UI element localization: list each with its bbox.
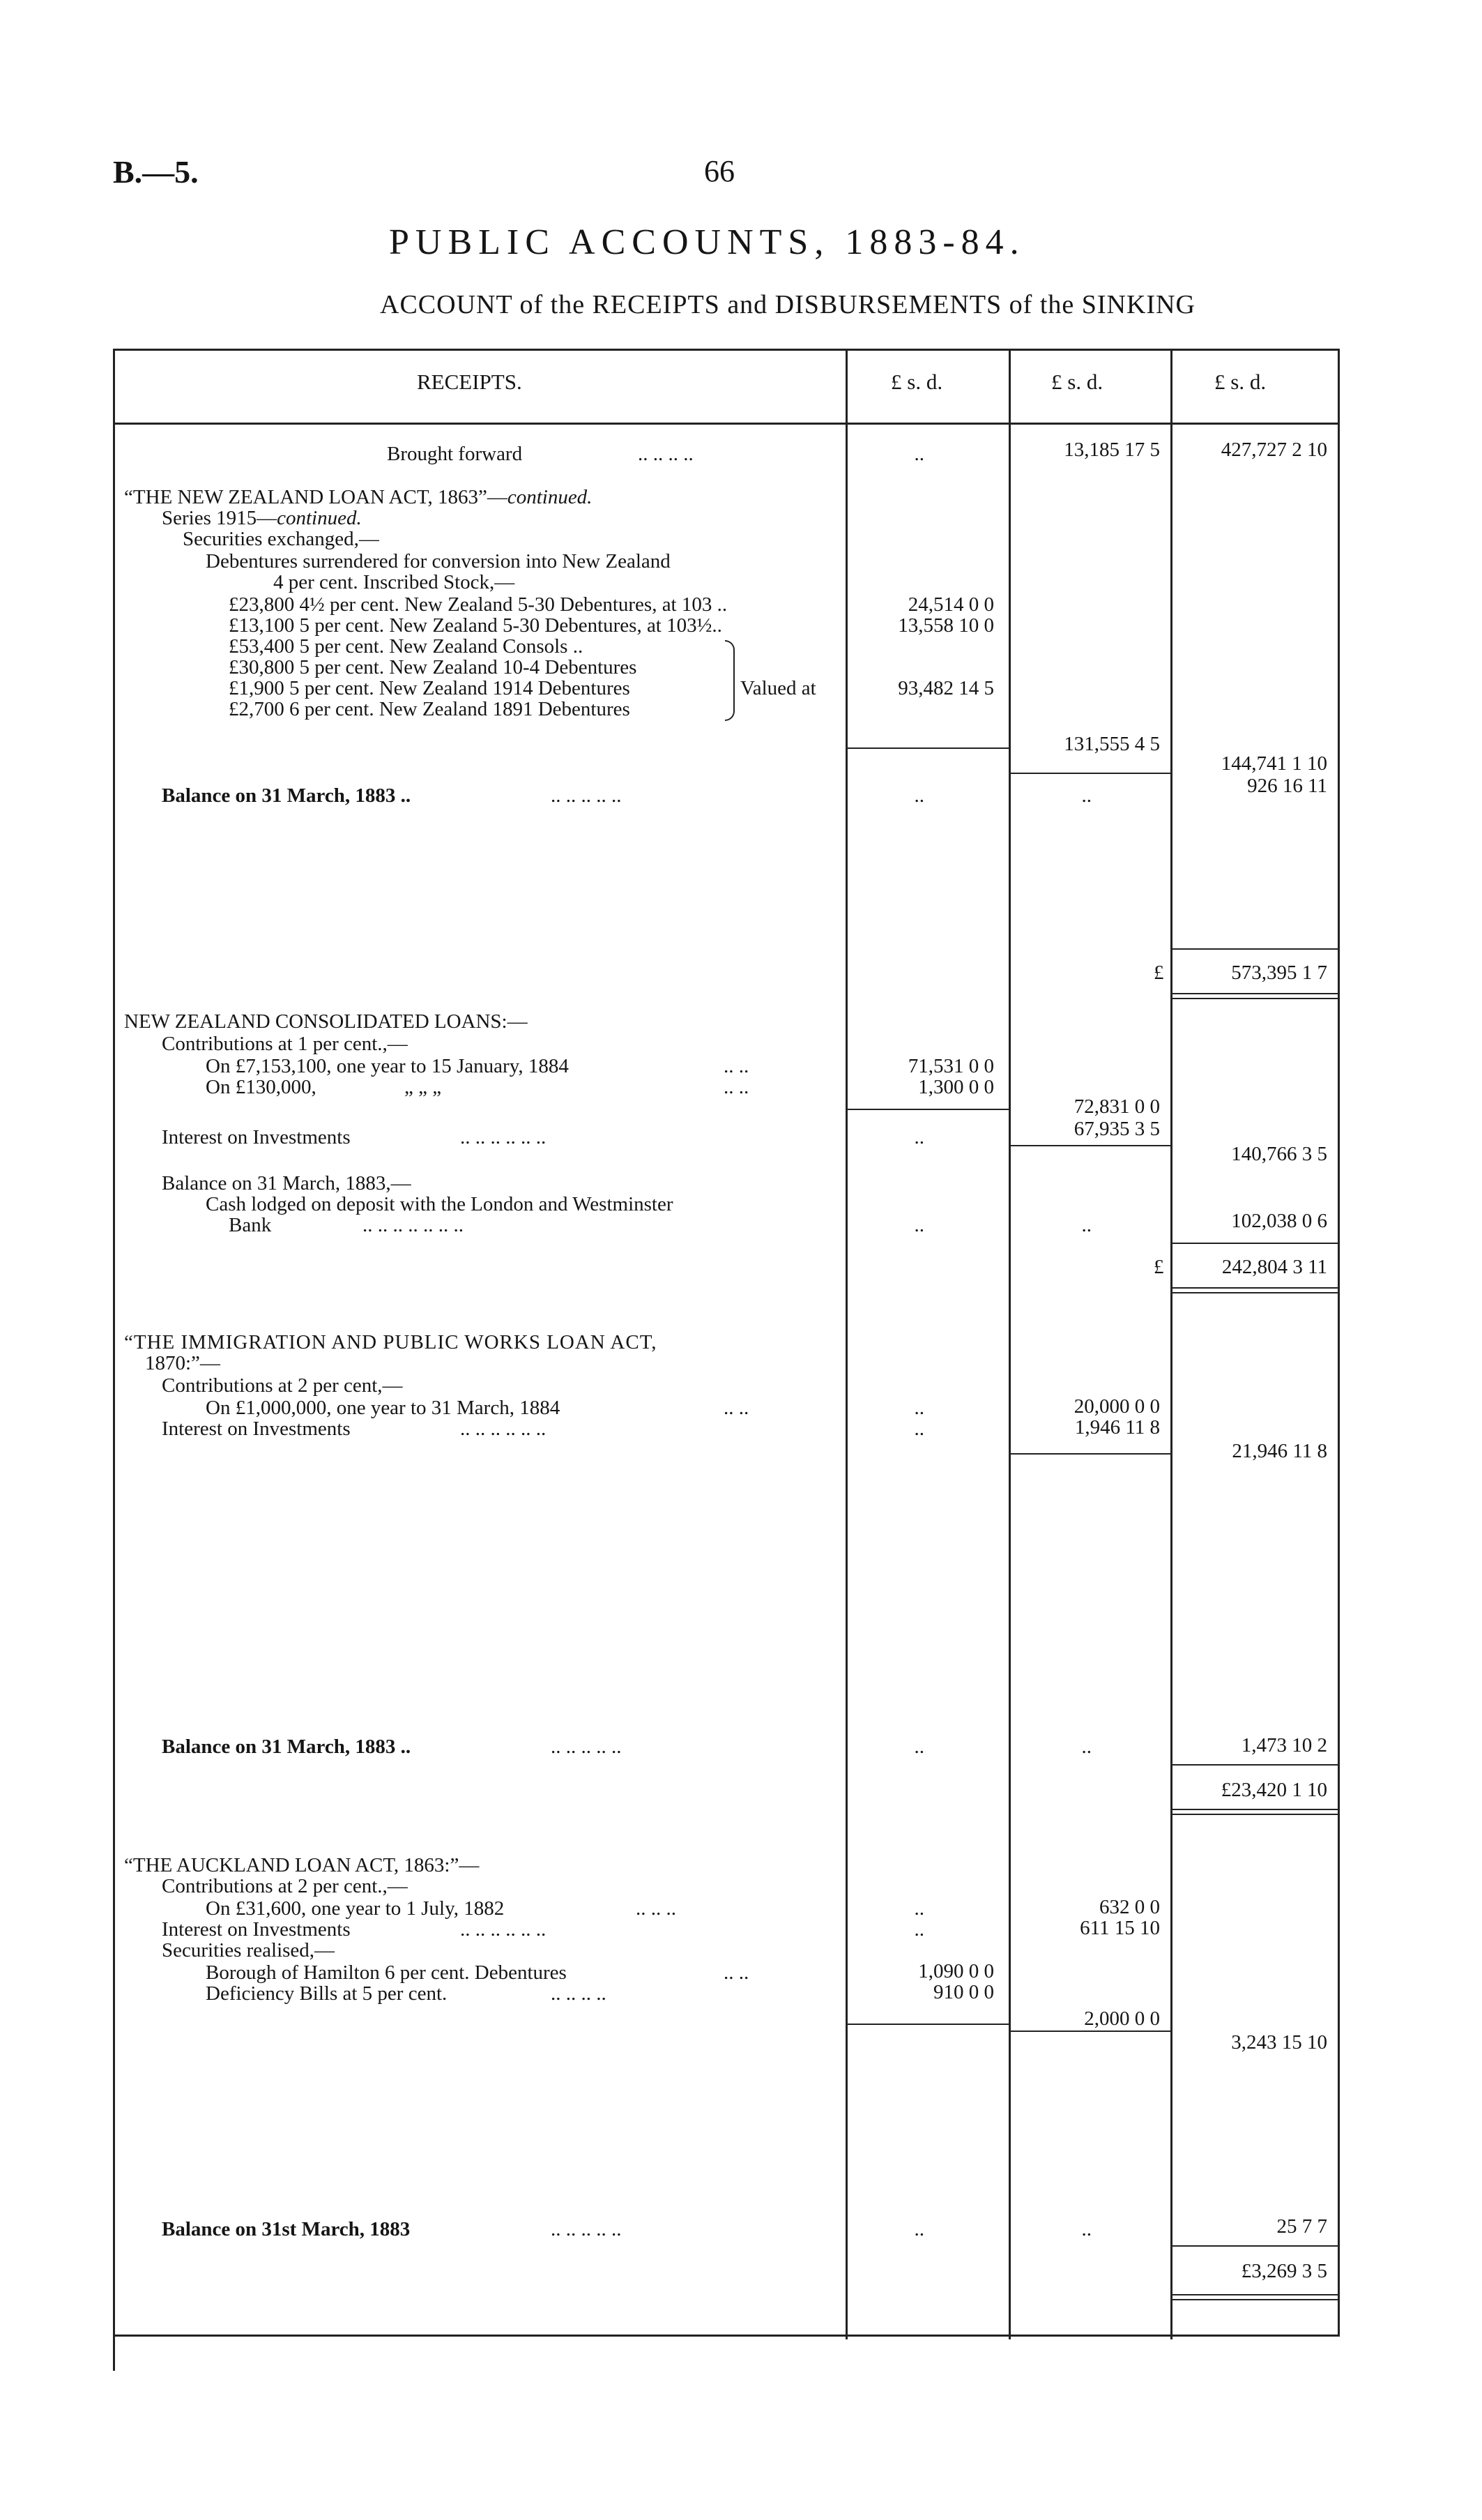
list-item: On £7,153,100, one year to 15 January, 1884 [206,1055,569,1077]
leader-dots: .. .. .. .. .. .. [460,1918,547,1941]
double-rule [1172,1287,1338,1289]
section-heading: “THE IMMIGRATION AND PUBLIC WORKS LOAN ACT, [124,1331,657,1353]
list-item: Interest on Investments [162,1418,351,1440]
amount: 3,243 15 10 [1231,2031,1327,2054]
amount: .. [914,1397,924,1419]
total-rule [1172,1764,1338,1766]
total-rule [1172,948,1338,950]
subtotal-rule [1011,1453,1170,1455]
list-item: On £130,000, [206,1076,316,1098]
amount: 93,482 14 5 [898,677,994,699]
list-item: Cash lodged on deposit with the London and Westminster [206,1193,673,1215]
double-rule [1172,2299,1338,2300]
amount-col2-header: £ s. d. [1051,370,1103,394]
receipts-column-header: RECEIPTS. [417,370,522,394]
amount: .. [914,1897,924,1920]
amount: .. [1081,1736,1092,1758]
leader-dots: .. .. .. .. .. .. [460,1126,547,1148]
section-total: £23,420 1 10 [1221,1779,1327,1801]
amount: 2,000 0 0 [1084,2007,1160,2030]
list-item: Interest on Investments [162,1918,351,1941]
amount: 25 7 7 [1276,2215,1327,2238]
subtotal-rule [1011,773,1170,774]
list-item: 4 per cent. Inscribed Stock,— [273,571,515,593]
balance-label: Balance on 31 March, 1883 .. [162,784,411,807]
brace [725,640,735,721]
double-rule [1172,998,1338,999]
section-heading: NEW ZEALAND CONSOLIDATED LOANS:— [124,1010,528,1033]
amount: 144,741 1 10 [1221,752,1327,775]
section-total: 242,804 3 11 [1221,1256,1327,1278]
header-bottom-rule [113,423,1340,425]
leader-dots: .. .. .. .. .. .. [460,1418,547,1440]
list-item: On £1,000,000, one year to 31 March, 1884 [206,1397,560,1419]
table-bottom-rule [113,2335,1340,2337]
amount: 72,831 0 0 [1074,1095,1160,1118]
list-item: Debentures surrendered for conversion into New Zealand [206,550,671,572]
amount: 1,946 11 8 [1074,1416,1160,1439]
amount: .. [914,443,924,465]
table-top-rule [113,349,1340,351]
leader-dots: .. .. .. .. .. [551,784,622,807]
page-subtitle: ACCOUNT of the RECEIPTS and DISBURSEMENTS of the SINKING [380,290,1195,319]
amount: .. [914,1418,924,1440]
section-total: £3,269 3 5 [1241,2260,1327,2282]
leader-dots: .. .. .. .. [638,443,694,465]
amount: 1,300 0 0 [918,1076,994,1098]
amount: .. [914,2218,924,2240]
amount: .. [914,1126,924,1148]
amount: .. [914,1736,924,1758]
subtotal-rule [848,747,1009,749]
list-item: On £31,600, one year to 1 July, 1882 [206,1897,505,1920]
col2-rule [1009,349,1011,2339]
section-heading: “THE AUCKLAND LOAN ACT, 1863:”— [124,1854,480,1876]
amount: 131,555 4 5 [1064,733,1160,755]
section-total: 573,395 1 7 [1231,962,1327,984]
list-item: Contributions at 1 per cent.,— [162,1033,408,1055]
subtotal-rule [848,2024,1009,2025]
amount: 1,090 0 0 [918,1960,994,1982]
list-item: Borough of Hamilton 6 per cent. Debentures [206,1961,567,1984]
leader-dots: .. .. .. .. .. [551,1736,622,1758]
amount: 926 16 11 [1247,775,1327,797]
amount: 102,038 0 6 [1231,1210,1327,1232]
amount-col1-header: £ s. d. [891,370,943,394]
page-number: 66 [704,154,735,188]
leader-dots: .. .. [724,1961,749,1984]
list-item: £2,700 6 per cent. New Zealand 1891 Debentures [229,698,630,720]
list-item: £1,900 5 per cent. New Zealand 1914 Debentures [229,677,630,699]
pound-sign: £ [1154,962,1164,984]
leader-dots: .. .. .. .. .. .. .. [362,1214,464,1236]
amount: 67,935 3 5 [1074,1118,1160,1140]
section-heading: “THE NEW ZEALAND LOAN ACT, 1863”—continued. [124,486,593,508]
total-rule [1172,2245,1338,2247]
list-item: £13,100 5 per cent. New Zealand 5-30 Debentures, at 103½.. [229,614,722,637]
pound-sign: £ [1154,1256,1164,1278]
double-rule [1172,2294,1338,2295]
list-item: £53,400 5 per cent. New Zealand Consols .. [229,635,583,658]
amount: 427,727 2 10 [1221,439,1327,461]
leader-dots: .. .. .. .. [551,1982,606,2005]
double-rule [1172,993,1338,994]
list-item: Series 1915—continued. [162,507,362,529]
amount: .. [1081,784,1092,807]
total-rule [1172,1243,1338,1244]
ditto-marks: „ „ „ [404,1076,442,1098]
brought-forward-label: Brought forward [387,443,523,465]
subtotal-rule [1011,2031,1170,2032]
amount: .. [914,784,924,807]
col3-rule [1170,349,1172,2339]
amount: .. [914,1214,924,1236]
list-item: Bank [229,1214,272,1236]
double-rule [1172,1809,1338,1810]
amount: 13,558 10 0 [898,614,994,637]
amount: 20,000 0 0 [1074,1395,1160,1418]
list-item: £30,800 5 per cent. New Zealand 10-4 Debentures [229,656,637,678]
balance-label: Balance on 31 March, 1883 .. [162,1736,411,1758]
amount: .. [914,1918,924,1941]
table-right-rule [1338,349,1340,2336]
amount: 632 0 0 [1099,1896,1160,1918]
balance-label: Balance on 31st March, 1883 [162,2218,411,2240]
list-item: Contributions at 2 per cent,— [162,1374,403,1397]
amount: 24,514 0 0 [908,593,994,616]
leader-dots: .. .. .. .. .. [551,2218,622,2240]
amount: 1,473 10 2 [1241,1734,1327,1756]
double-rule [1172,1814,1338,1815]
double-rule [1172,1292,1338,1293]
list-item: Securities realised,— [162,1939,335,1961]
leader-dots: .. .. [724,1076,749,1098]
amount-col3-header: £ s. d. [1214,370,1267,394]
amount: 140,766 3 5 [1231,1143,1327,1165]
list-item: Contributions at 2 per cent.,— [162,1875,408,1897]
table-left-rule [113,349,115,2371]
amount: 71,531 0 0 [908,1055,994,1077]
list-item: Interest on Investments [162,1126,351,1148]
document-reference: B.—5. [113,154,199,190]
list-item: Balance on 31 March, 1883,— [162,1172,411,1194]
amount: .. [1081,2218,1092,2240]
amount: 611 15 10 [1080,1917,1160,1939]
leader-dots: .. .. [724,1397,749,1419]
list-item: Deficiency Bills at 5 per cent. [206,1982,448,2005]
leader-dots: .. .. [724,1055,749,1077]
amount: 13,185 17 5 [1064,439,1160,461]
amount: 21,946 11 8 [1232,1440,1327,1462]
section-heading: 1870:”— [145,1352,220,1374]
leader-dots: .. .. .. [636,1897,676,1920]
page-title: PUBLIC ACCOUNTS, 1883-84. [389,222,1025,262]
amount: .. [1081,1214,1092,1236]
list-item: Securities exchanged,— [183,528,379,550]
amount: 910 0 0 [933,1981,994,2003]
list-item: £23,800 4½ per cent. New Zealand 5-30 Debentures, at 103 .. [229,593,728,616]
subtotal-rule [1011,1145,1170,1146]
subtotal-rule [848,1109,1009,1110]
col1-rule [846,349,848,2339]
valued-at-label: Valued at [740,677,816,699]
